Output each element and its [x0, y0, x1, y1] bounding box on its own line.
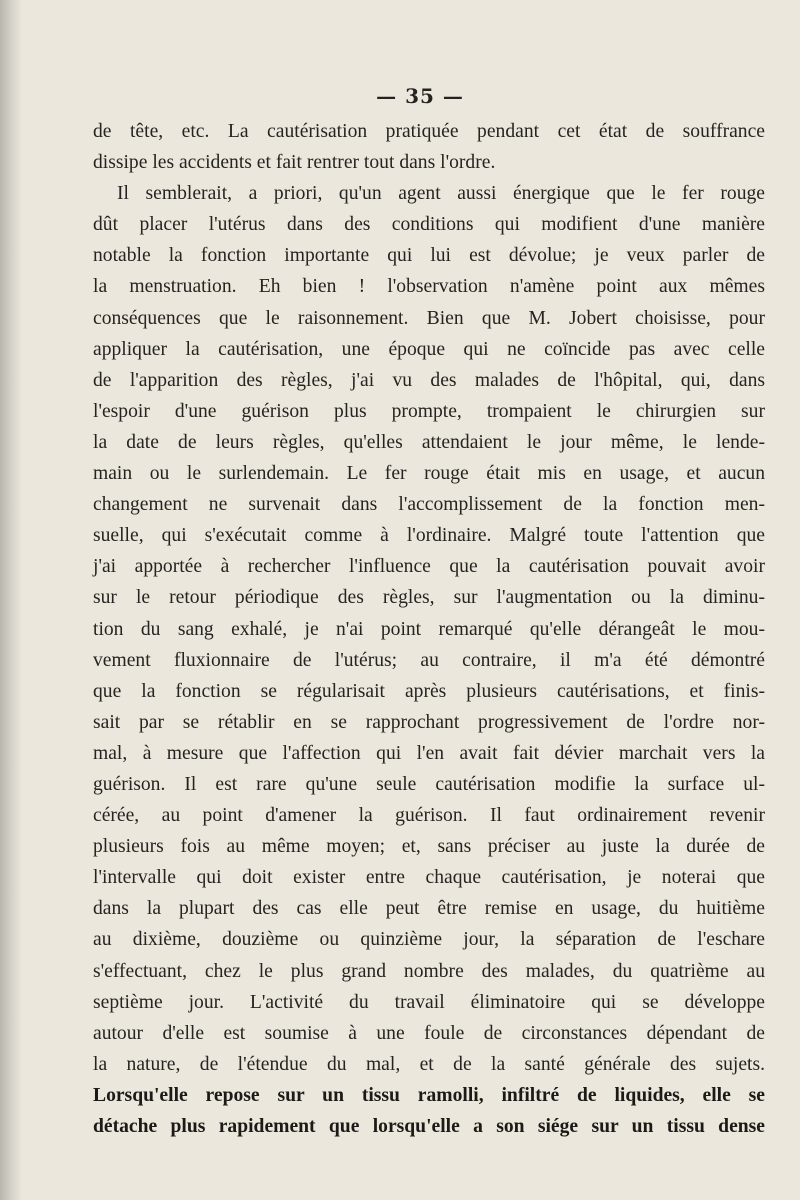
- text-line: au dixième, douzième ou quinzième jour, la séparation de l'eschare: [93, 929, 765, 951]
- text-line: Il semblerait, a priori, qu'un agent aussi énergique que le fer rouge: [117, 183, 765, 205]
- text-line: septième jour. L'activité du travail éliminatoire qui se développe: [93, 991, 765, 1013]
- text-line: l'espoir d'une guérison plus prompte, trompaient le chirurgien sur: [93, 400, 765, 422]
- text-line: j'ai apportée à rechercher l'influence que la cautérisation pouvait avoir: [93, 556, 765, 578]
- text-line: main ou le surlendemain. Le fer rouge était mis en usage, et aucun: [93, 463, 765, 485]
- text-line: que la fonction se régularisait après plusieurs cautérisations, et finis-: [93, 680, 765, 702]
- text-line: cérée, au point d'amener la guérison. Il faut ordinairement revenir: [93, 805, 765, 827]
- page-gutter-shadow: [0, 0, 22, 1200]
- text-line: tion du sang exhalé, je n'ai point remarqué qu'elle dérangeât le mou-: [93, 618, 765, 640]
- text-line: s'effectuant, chez le plus grand nombre des malades, du quatrième au: [93, 960, 765, 982]
- text-line: la date de leurs règles, qu'elles attendaient le jour même, le lende-: [93, 431, 765, 453]
- text-line: autour d'elle est soumise à une foule de circonstances dépendant de: [93, 1022, 765, 1044]
- text-line: sait par se rétablir en se rapprochant progressivement de l'ordre nor-: [93, 711, 765, 733]
- text-line: sur le retour périodique des règles, sur l'augmentation ou la diminu-: [93, 587, 765, 609]
- text-line: notable la fonction importante qui lui est dévolue; je veux parler de: [93, 245, 765, 267]
- body-text: [93, 116, 765, 1142]
- text-line: guérison. Il est rare qu'une seule cautérisation modifie la surface ul-: [93, 773, 765, 795]
- text-line: l'intervalle qui doit exister entre chaque cautérisation, je noterai que: [93, 867, 765, 889]
- text-line: mal, à mesure que l'affection qui l'en avait fait dévier marchait vers la: [93, 742, 765, 764]
- text-line: détache plus rapidement que lorsqu'elle a son siége sur un tissu dense: [93, 1116, 765, 1137]
- text-line: de tête, etc. La cautérisation pratiquée pendant cet état de souffrance: [93, 121, 765, 142]
- text-line: Lorsqu'elle repose sur un tissu ramolli, infiltré de liquides, elle se: [93, 1084, 765, 1106]
- text-line: dissipe les accidents et fait rentrer tout dans l'ordre.: [93, 152, 496, 174]
- text-line: appliquer la cautérisation, une époque qui ne coïncide pas avec celle: [93, 338, 765, 360]
- text-line: vement fluxionnaire de l'utérus; au contraire, il m'a été démontré: [93, 649, 765, 671]
- text-line: la nature, de l'étendue du mal, et de la santé générale des sujets.: [93, 1053, 765, 1075]
- text-line: plusieurs fois au même moyen; et, sans préciser au juste la durée de: [93, 836, 765, 858]
- text-line: conséquences que le raisonnement. Bien que M. Jobert choisisse, pour: [93, 307, 765, 329]
- text-line: la menstruation. Eh bien ! l'observation n'amène point aux mêmes: [93, 276, 765, 298]
- text-line: dans la plupart des cas elle peut être remise en usage, du huitième: [93, 898, 765, 920]
- text-line: suelle, qui s'exécutait comme à l'ordinaire. Malgré toute l'attention que: [93, 525, 765, 547]
- text-line: dût placer l'utérus dans des conditions qui modifient d'une manière: [93, 214, 765, 236]
- text-line: de l'apparition des règles, j'ai vu des malades de l'hôpital, qui, dans: [93, 369, 765, 391]
- page-number: — 35 —: [376, 84, 464, 108]
- text-line: changement ne survenait dans l'accomplissement de la fonction men-: [93, 494, 765, 516]
